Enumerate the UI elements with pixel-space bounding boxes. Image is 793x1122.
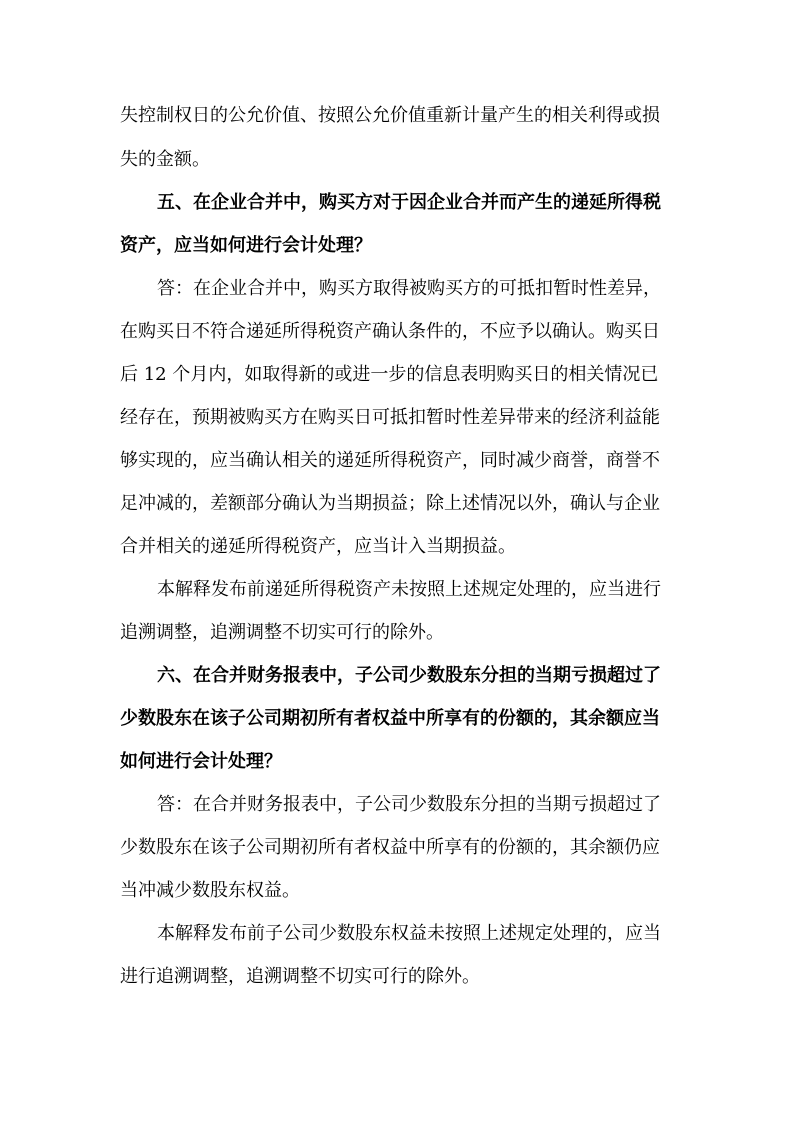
note-line — [0, 570, 793, 610]
answer-line — [0, 871, 793, 911]
answer-text: 在购买日不符合递延所得税资产确认条件的，不应予以确认。购买日 — [120, 321, 660, 342]
answer-text: 够实现的，应当确认相关的递延所得税资产，同时减少商誉，商誉不 — [120, 450, 660, 471]
answer-line — [0, 441, 793, 481]
section-heading-line — [0, 699, 793, 739]
answer-text: 足冲减的，差额部分确认为当期损益；除上述情况以外，确认与企业 — [120, 493, 660, 514]
answer-text: 答：在企业合并中，购买方取得被购买方的可抵扣暂时性差异， — [157, 278, 661, 299]
answer-line — [0, 355, 793, 395]
answer-text: 后 12 个月内，如取得新的或进一步的信息表明购买日的相关情况已 — [120, 364, 659, 385]
paragraph-text: 失控制权日的公允价值、按照公允价值重新计量产生的相关利得或损 — [120, 105, 660, 126]
section-heading-line — [0, 656, 793, 696]
section-heading-line — [0, 742, 793, 782]
answer-line — [0, 828, 793, 868]
paragraph-text: 失的金额。 — [120, 149, 210, 170]
section-heading-line — [0, 183, 793, 223]
note-text: 追溯调整，追溯调整不切实可行的除外。 — [120, 622, 444, 643]
section-heading-line — [0, 226, 793, 266]
paragraph-line — [0, 96, 793, 136]
answer-line — [0, 785, 793, 825]
answer-line — [0, 312, 793, 352]
section-heading-text: 六、在合并财务报表中，子公司少数股东分担的当期亏损超过了 — [157, 665, 661, 686]
answer-line — [0, 484, 793, 524]
answer-line — [0, 527, 793, 567]
section-heading-text: 资产，应当如何进行会计处理？ — [120, 235, 372, 256]
answer-text: 少数股东在该子公司期初所有者权益中所享有的份额的，其余额仍应 — [120, 837, 660, 858]
answer-text: 答：在合并财务报表中，子公司少数股东分担的当期亏损超过了 — [157, 794, 661, 815]
answer-text: 当冲减少数股东权益。 — [120, 880, 300, 901]
note-text: 本解释发布前子公司少数股东权益未按照上述规定处理的，应当 — [157, 923, 661, 944]
note-line — [0, 613, 793, 653]
answer-text: 经存在，预期被购买方在购买日可抵扣暂时性差异带来的经济利益能 — [120, 407, 660, 428]
note-line — [0, 914, 793, 954]
section-heading-text: 五、在企业合并中，购买方对于因企业合并而产生的递延所得税 — [157, 192, 661, 213]
answer-line — [0, 269, 793, 309]
note-text: 进行追溯调整，追溯调整不切实可行的除外。 — [120, 966, 480, 987]
section-heading-text: 少数股东在该子公司期初所有者权益中所享有的份额的，其余额应当 — [120, 708, 660, 729]
answer-text: 合并相关的递延所得税资产，应当计入当期损益。 — [120, 536, 516, 557]
note-line — [0, 957, 793, 997]
note-text: 本解释发布前递延所得税资产未按照上述规定处理的，应当进行 — [157, 579, 661, 600]
section-heading-text: 如何进行会计处理？ — [120, 751, 282, 772]
paragraph-line — [0, 140, 793, 180]
answer-line — [0, 398, 793, 438]
